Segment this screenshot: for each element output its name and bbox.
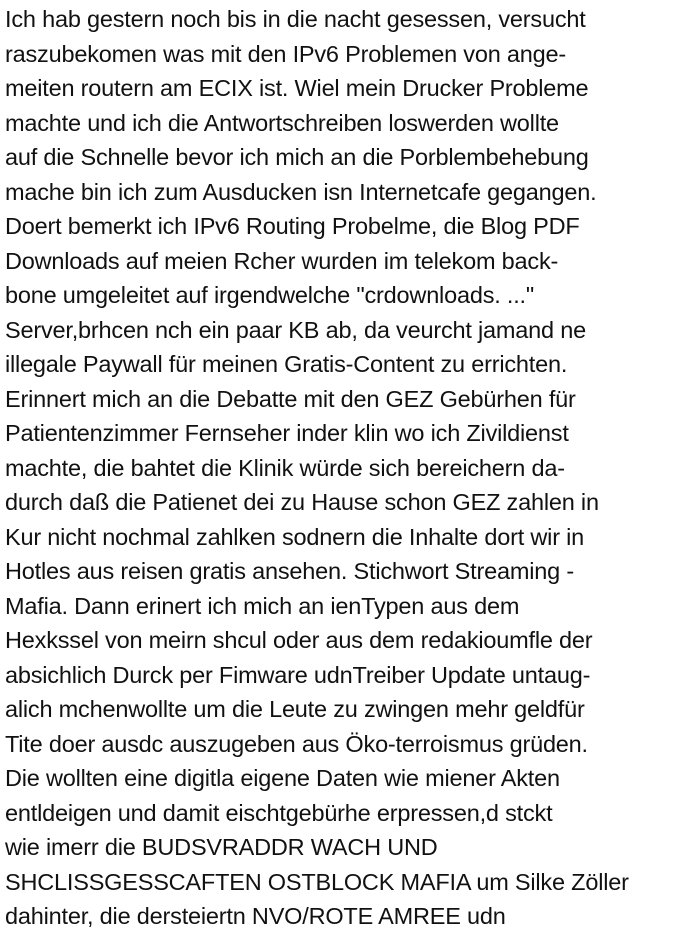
text-line: auf die Schnelle bevor ich mich an die Porblembehebung	[5, 144, 589, 170]
text-line: Patientenzimmer Fernseher inder klin wo ich Zivildienst	[5, 420, 569, 446]
text-line: Doert bemerkt ich IPv6 Routing Probelme, die Blog PDF	[5, 213, 580, 239]
text-line: dahinter, die dersteiertn NVO/ROTE AMREE udn	[5, 903, 506, 929]
document-text	[5, 2, 681, 934]
text-line: absichlich Durck per Fimware udnTreiber Update untaug-	[5, 661, 591, 688]
text-line: wie imerr die BUDSVRADDR WACH UND	[5, 834, 438, 860]
text-line: bone umgeleitet auf irgendwelche "crdownloads. ..."	[5, 282, 535, 308]
text-line: Server,brhcen nch ein paar KB ab, da veurcht jamand ne	[5, 316, 586, 343]
text-line: Downloads auf meien Rcher wurden im telekom back-	[5, 247, 559, 274]
text-line: machte, die bahtet die Klinik würde sich bereichern da-	[5, 454, 565, 481]
text-line: Kur nicht nochmal zahlken sodnern die Inhalte dort wir in	[5, 523, 585, 550]
text-line: Hexkssel von meirn shcul oder aus dem redakioumfle der	[5, 627, 593, 653]
text-line: SHCLISSGESSCAFTEN OSTBLOCK MAFIA um Silke Zöller	[5, 868, 629, 895]
text-line: Tite doer ausdc auszugeben aus Öko-terroismus grüden.	[5, 730, 588, 757]
text-line: Mafia. Dann erinert ich mich an ienTypen aus dem	[5, 592, 520, 619]
text-line: alich mchenwollte um die Leute zu zwingen mehr geldfür	[5, 696, 585, 722]
text-line: Ich hab gestern noch bis in die nacht gesessen, versucht	[5, 6, 586, 32]
text-line: durch daß die Patienet dei zu Hause schon GEZ zahlen in	[5, 489, 599, 515]
text-line: raszubekomen was mit den IPv6 Problemen von ange-	[5, 40, 567, 67]
text-line: Erinnert mich an die Debatte mit den GEZ Gebürhen für	[5, 385, 576, 412]
text-line: machte und ich die Antwortschreiben loswerden wollte	[5, 109, 559, 136]
text-line: mache bin ich zum Ausducken isn Internetcafe gegangen.	[5, 178, 597, 205]
text-line: Hotles aus reisen gratis ansehen. Stichwort Streaming -	[5, 558, 574, 584]
text-line: entldeigen und damit eischtgebürhe erpressen,d stckt	[5, 799, 553, 826]
text-line: meiten routern am ECIX ist. Wiel mein Drucker Probleme	[5, 75, 589, 101]
text-line: illegale Paywall für meinen Gratis-Content zu errichten.	[5, 351, 568, 377]
text-line: Die wollten eine digitla eigene Daten wie miener Akten	[5, 765, 560, 791]
